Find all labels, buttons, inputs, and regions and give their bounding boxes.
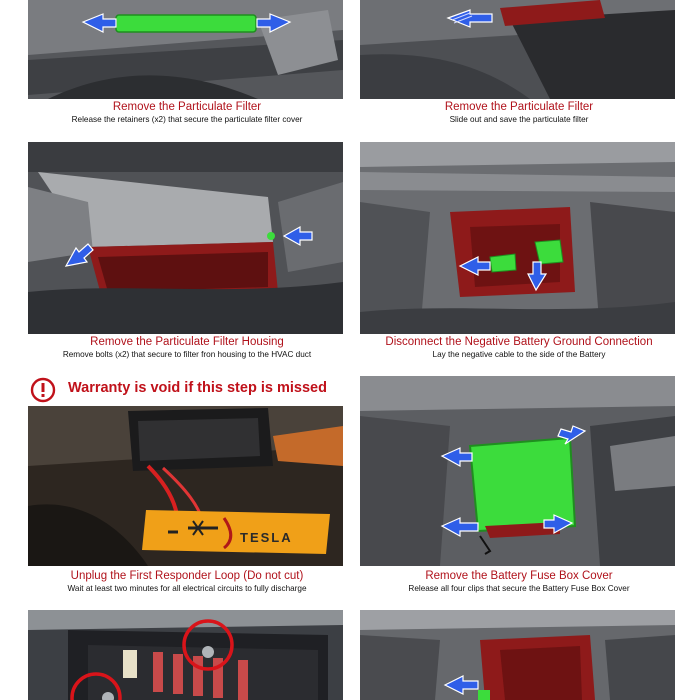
step-2-title: Remove the Particulate Filter: [444, 101, 594, 113]
warning-text: Warranty is void if this step is missed: [68, 380, 327, 396]
photo-first-responder-loop: [28, 406, 343, 566]
step-6-title: Remove the Battery Fuse Box Cover: [425, 570, 613, 582]
step-1-subtitle: Release the retainers (x2) that secure the particulate filter cover: [71, 115, 303, 124]
step-5-title: Unplug the First Responder Loop (Do not cut): [70, 570, 304, 582]
step-6-subtitle: Release all four clips that secure the Battery Fuse Box Cover: [408, 584, 630, 593]
photo-filter-housing: [28, 142, 343, 334]
step-4-title: Disconnect the Negative Battery Ground Connection: [385, 336, 653, 348]
step-2-subtitle: Slide out and save the particulate filter: [449, 115, 589, 124]
caption-step-5: [28, 570, 346, 594]
step-4-subtitle: Lay the negative cable to the side of the Battery: [432, 350, 606, 359]
step-5-subtitle: Wait at least two minutes for all electrical circuits to fully discharge: [67, 584, 307, 593]
photo-fuse-box-cover: [360, 376, 675, 566]
photo-slide-out-filter: [360, 0, 675, 99]
tesla-tag-label: TESLA: [240, 530, 293, 545]
caption-step-4: [360, 336, 678, 360]
photo-remove-filter-cover: [28, 0, 343, 99]
caption-step-6: [360, 570, 678, 594]
caption-step-1: [28, 101, 346, 125]
caption-step-2: [360, 101, 678, 125]
step-1-title: Remove the Particulate Filter: [112, 101, 262, 113]
photo-fuse-block: [28, 610, 343, 700]
step-3-subtitle: Remove bolts (x2) that secure to filter fron housing to the HVAC duct: [62, 350, 312, 359]
alert-circle-icon: [30, 377, 56, 403]
photo-battery-ground: [360, 142, 675, 334]
caption-step-3: [28, 336, 346, 360]
photo-fuse-box: [360, 610, 675, 700]
step-3-title: Remove the Particulate Filter Housing: [90, 336, 284, 348]
warranty-warning: [28, 376, 346, 404]
